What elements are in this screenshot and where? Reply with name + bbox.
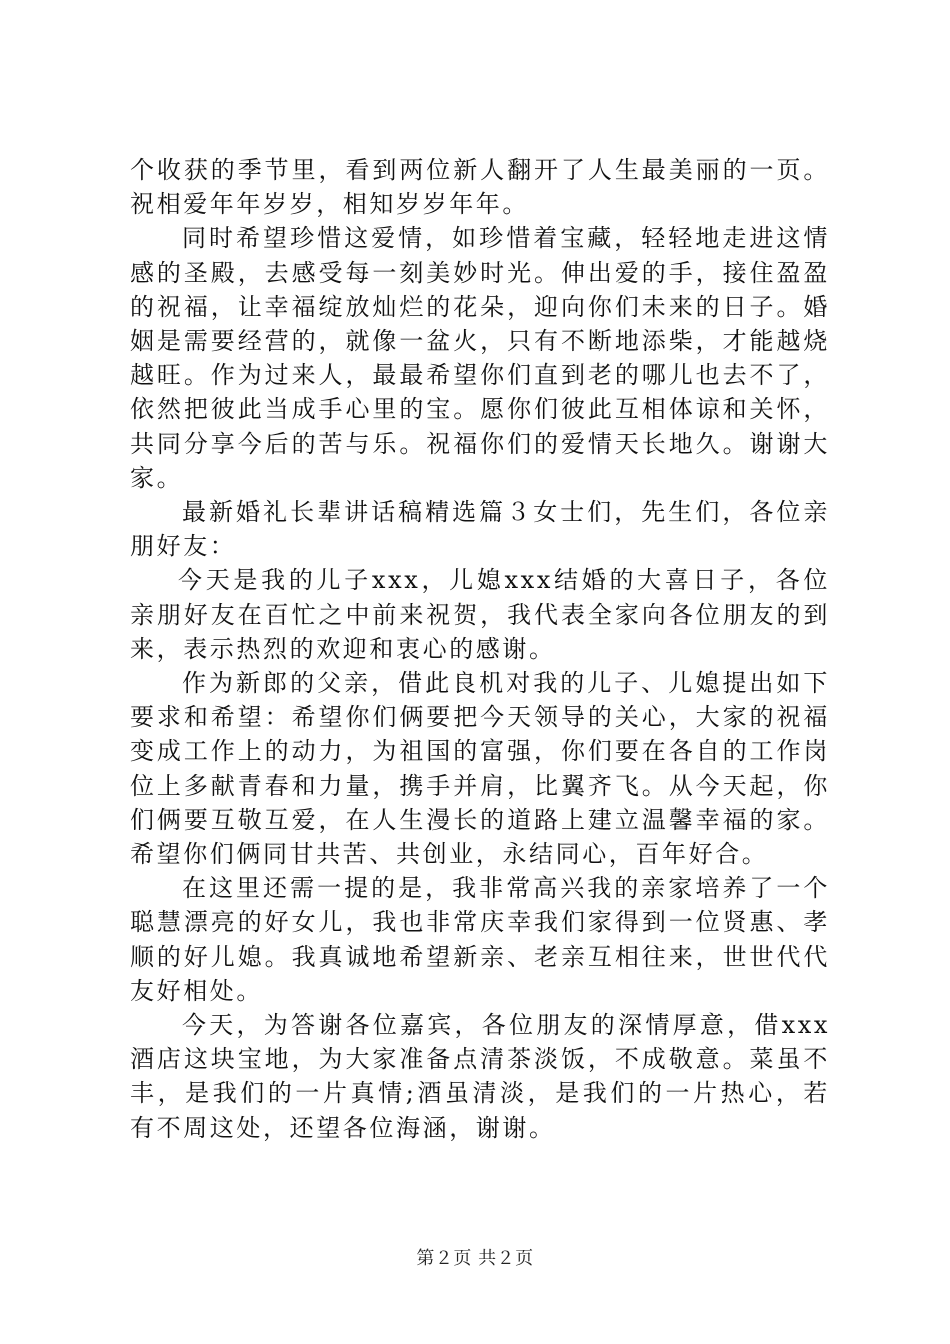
paragraph: 最新婚礼长辈讲话稿精选篇３女士们，先生们，各位亲朋好友： [130,498,830,561]
paragraph: 作为新郎的父亲，借此良机对我的儿子、儿媳提出如下要求和希望：希望你们俩要把今天领导的关心，大家的祝福变成工作上的动力，为祖国的富强，你们要在各自的工作岗位上多献青春和力量，携手并肩，比翼齐飞。从今天起，你们俩要互敬互爱，在人生漫长的道路上建立温馨幸福的家。希望你们俩同甘共苦、共创业，永结同心，百年好合。 [130,669,830,869]
paragraph: 个收获的季节里，看到两位新人翻开了人生最美丽的一页。祝相爱年年岁岁，相知岁岁年年。 [130,156,830,219]
paragraph: 在这里还需一提的是，我非常高兴我的亲家培养了一个聪慧漂亮的好女儿，我也非常庆幸我们家得到一位贤惠、孝顺的好儿媳。我真诚地希望新亲、老亲互相往来，世世代代友好相处。 [130,874,830,1005]
page-number-footer: 第２页 共２页 [416,1248,534,1269]
document-body [130,153,830,1145]
paragraph: 今天，为答谢各位嘉宾，各位朋友的深情厚意，借xxx酒店这块宝地，为大家准备点清茶淡饭，不成敬意。菜虽不丰，是我们的一片真情;酒虽清淡，是我们的一片热心，若有不周这处，还望各位海涵，谢谢。 [130,1011,830,1142]
paragraph: 今天是我的儿子xxx，儿媳xxx结婚的大喜日子，各位亲朋好友在百忙之中前来祝贺，我代表全家向各位朋友的到来，表示热烈的欢迎和衷心的感谢。 [130,566,830,663]
paragraph: 同时希望珍惜这爱情，如珍惜着宝藏，轻轻地走进这情感的圣殿，去感受每一刻美妙时光。伸出爱的手，接住盈盈的祝福，让幸福绽放灿烂的花朵，迎向你们未来的日子。婚姻是需要经营的，就像一盆火，只有不断地添柴，才能越烧越旺。作为过来人，最最希望你们直到老的哪儿也去不了，依然把彼此当成手心里的宝。愿你们彼此互相体谅和关怀，共同分享今后的苦与乐。祝福你们的爱情天长地久。谢谢大家。 [130,224,830,492]
